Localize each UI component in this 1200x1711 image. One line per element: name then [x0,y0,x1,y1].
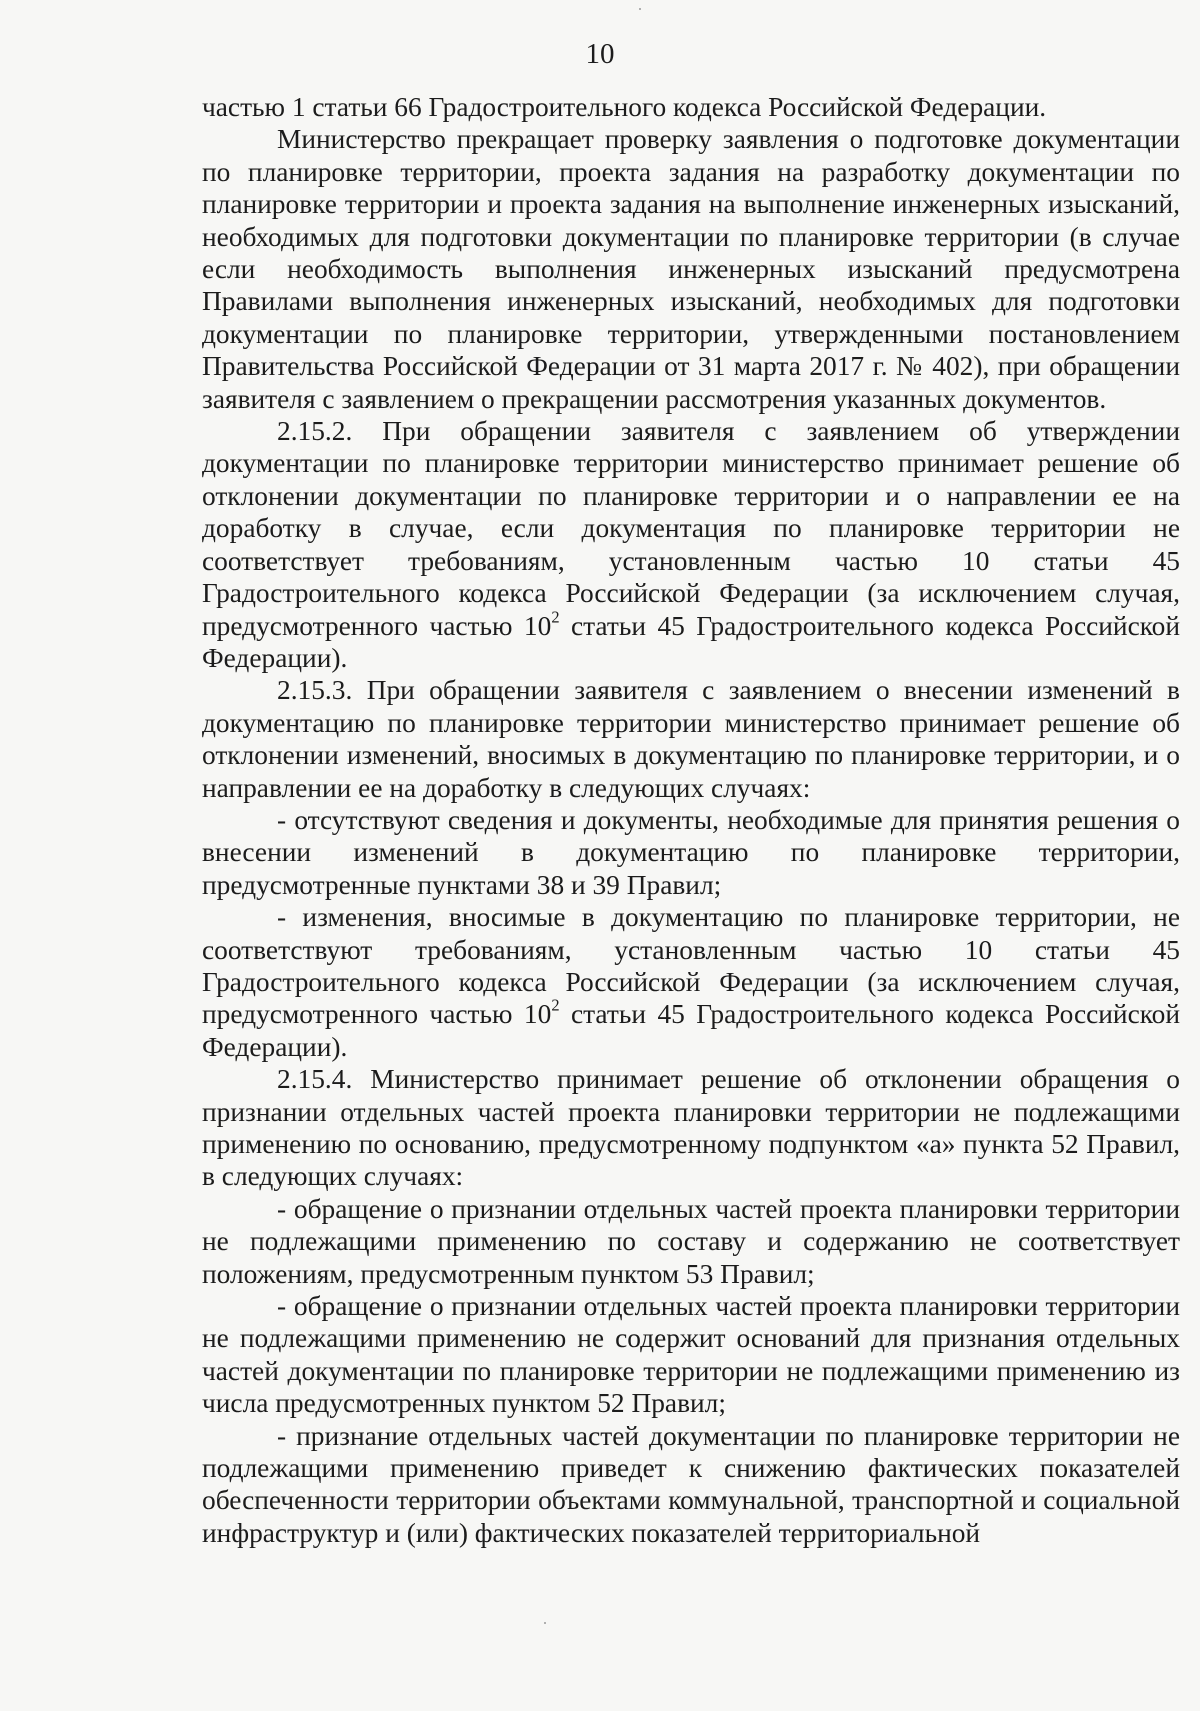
paragraph-2-15-2-ref: предусмотренного частью 10 [202,610,552,641]
paragraph-2-15-3: 2.15.3. При обращении заявителя с заявлением о внесении изменений в документацию по планировке территории министерство принимает решение об отклонении изменений, вносимых в документацию по планировке территории, и о направлении ее на доработку в следующих случаях: [202,675,1180,803]
paragraph-2-15-2-tail: статьи 45 Градостроительного кодекса Российской Федерации). [202,610,1180,673]
list-item-missing-documents: - отсутствуют сведения и документы, необходимые для принятия решения о внесении изменений в документацию по планировке территории, предусмотренные пунктами 38 и 39 Правил; [202,804,1180,900]
list-item-indicator-reduction: - признание отдельных частей документации по планировке территории не подлежащими применению приведет к снижению фактических показателей обеспеченности территории объектами коммунальной, транспортной и социальной инфраструктур и (или) фактических показателей территориальной [202,1420,1180,1548]
paragraph-continuation: частью 1 статьи 66 Градостроительного кодекса Российской Федерации. [202,92,1047,122]
list-item-no-grounds: - обращение о признании отдельных частей проекта планировки территории не подлежащими применению не содержит оснований для признания отдельных частей документации по планировке территории не подлежащими применению из числа предусмотренных пунктом 52 Правил; [202,1291,1180,1419]
list-item-noncompliant-changes-ref: предусмотренного частью 10 [202,999,552,1030]
page-number: 10 [585,38,615,70]
scan-speck [544,1622,546,1624]
paragraph-2-15-4: 2.15.4. Министерство принимает решение об отклонении обращения о признании отдельных частей проекта планировки территории не подлежащими применению по основанию, предусмотренному подпунктом «а» пункта 52 Правил, в следующих случаях: [202,1064,1180,1192]
superscript-2: 2 [551,607,560,627]
superscript-2: 2 [551,996,560,1016]
list-item-content-mismatch: - обращение о признании отдельных частей проекта планировки территории не подлежащими применению по составу и содержанию не соответствует положениям, предусмотренным пунктом 53 Правил; [202,1193,1180,1289]
list-item-noncompliant-changes-main: - изменения, вносимые в документацию по планировке территории, не соответствуют требованиям, установленным частью 10 статьи 45 Градостроительного кодекса Российской Федерации (за исключением случая, [202,902,1180,997]
paragraph-inspection-termination: Министерство прекращает проверку заявления о подготовке документации по планировке территории, проекта задания на разработку документации по планировке территории и проекта задания на выполнение инженерных изысканий, необходимых для подготовки документации по планировке территории (в случае если необходимость выполнения инженерных изысканий предусмотрена Правилами выполнения инженерных изысканий, необходимых для подготовки документации по планировке территории, утвержденными постановлением Правительства Российской Федерации от 31 марта 2017 г. № 402), при обращении заявителя с заявлением о прекращении рассмотрения указанных документов. [202,124,1180,414]
body-text [202,91,1180,1549]
paragraph-2-15-2 [202,415,1180,674]
paragraph-2-15-2-main: 2.15.2. При обращении заявителя с заявлением об утверждении документации по планировке территории министерство принимает решение об отклонении документации по планировке территории и о направлении ее на доработку в случае, если документация по планировке территории не соответствует требованиям, установленным частью 10 статьи 45 Градостроительного кодекса Российской Федерации (за исключением случая, [202,416,1180,609]
list-item-noncompliant-changes [202,901,1180,1063]
list-item-noncompliant-changes-tail: статьи 45 Градостроительного кодекса Российской Федерации). [202,999,1180,1062]
scan-speck [639,8,641,10]
